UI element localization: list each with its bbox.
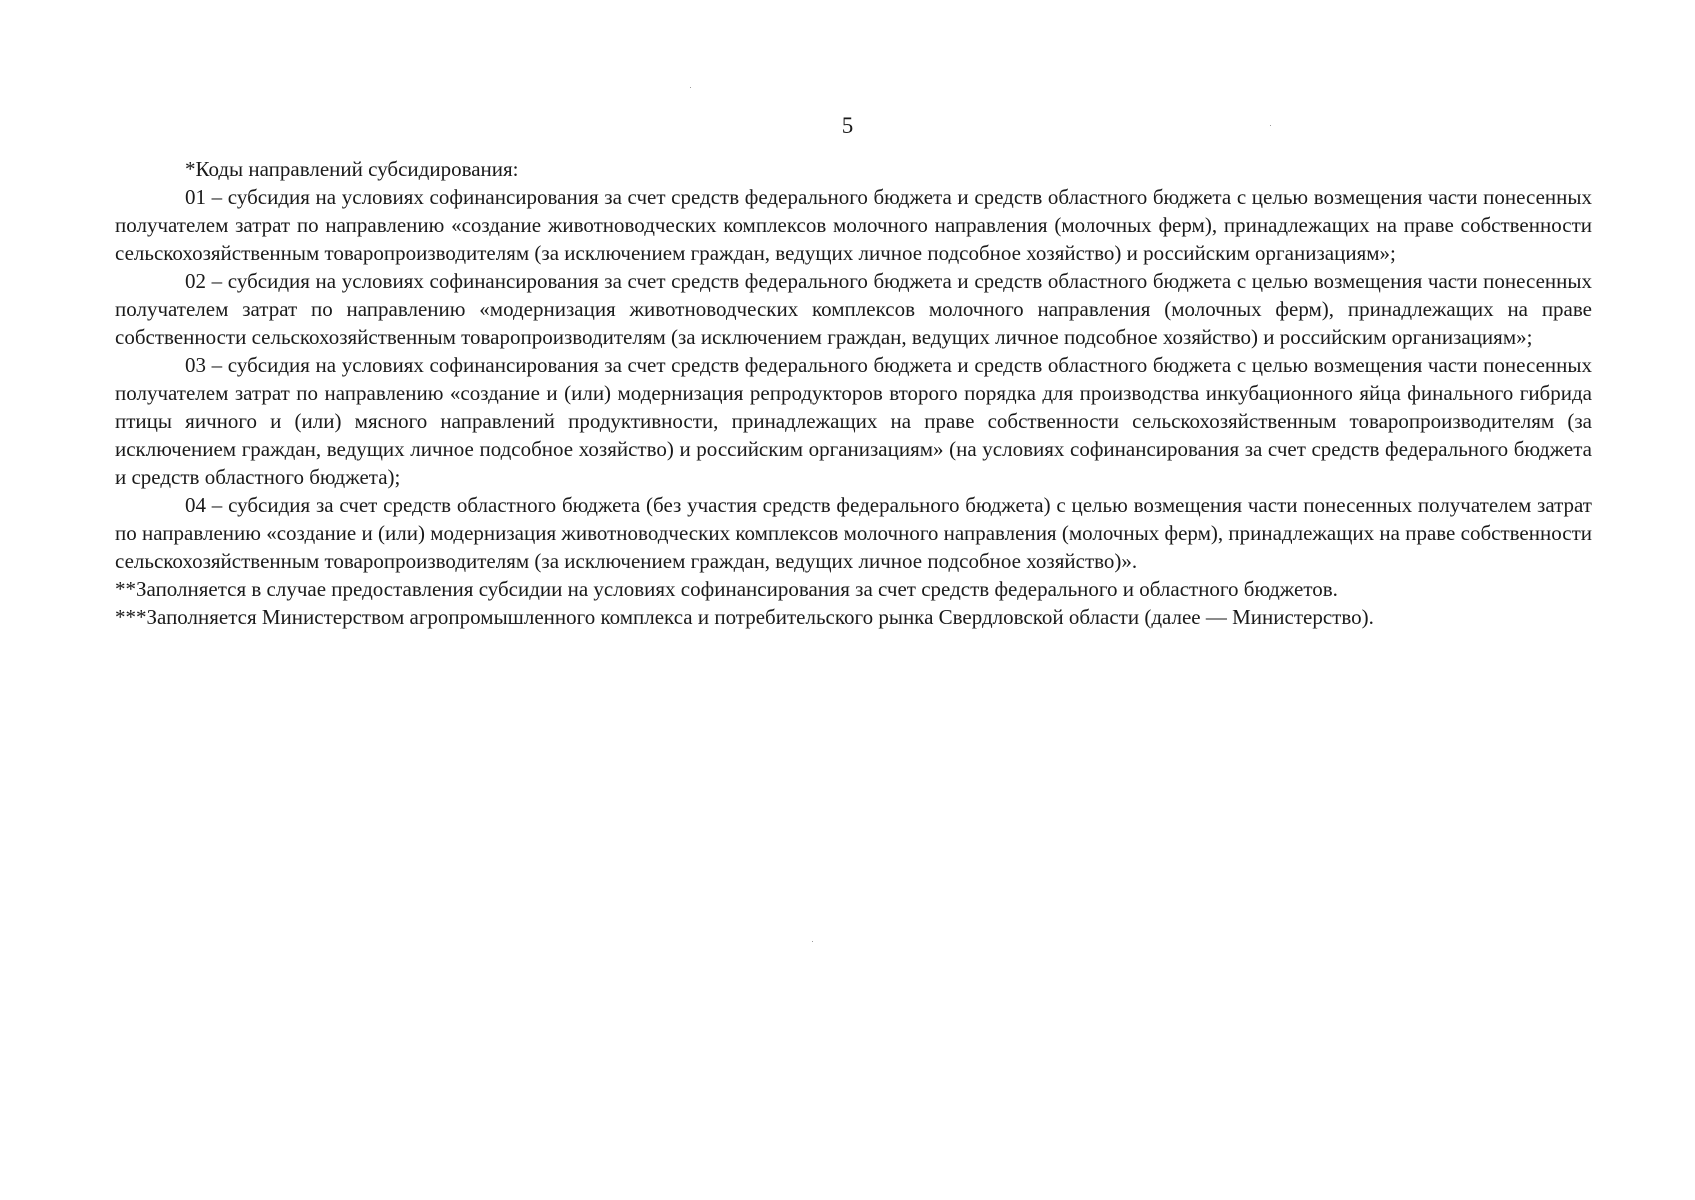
page-number: 5: [841, 113, 854, 138]
note-triple-star: ***Заполняется Министерством агропромышленного комплекса и потребительского рынка Свердловской области (далее — Министерство).: [115, 605, 1374, 629]
code-item-01: 01 – субсидия на условиях софинансирования за счет средств федерального бюджета и средств областного бюджета с целью возмещения части понесенных получателем затрат по направлению «создание животноводческих комплексов молочного направления (молочных ферм), принадлежащих на праве собственности сельскохозяйственным товаропроизводителям (за исключением граждан, ведущих личное подсобное хозяйство) и российским организациям»;: [115, 185, 1592, 265]
footnotes-block: [115, 155, 1592, 631]
codes-heading: *Коды направлений субсидирования:: [185, 157, 519, 181]
code-item-02: 02 – субсидия на условиях софинансирования за счет средств федерального бюджета и средств областного бюджета с целью возмещения части понесенных получателем затрат по направлению «модернизация животноводческих комплексов молочного направления (молочных ферм), принадлежащих на праве собственности сельскохозяйственным товаропроизводителям (за исключением граждан, ведущих личное подсобное хозяйство) и российским организациям»;: [115, 269, 1592, 349]
code-item-04: 04 – субсидия за счет средств областного бюджета (без участия средств федерального бюджета) с целью возмещения части понесенных получателем затрат по направлению «создание и (или) модернизация животноводческих комплексов молочного направления (молочных ферм), принадлежащих на праве собственности сельскохозяйственным товаропроизводителям (за исключением граждан, ведущих личное подсобное хозяйство)».: [115, 493, 1592, 573]
scan-speck: [1270, 125, 1271, 126]
code-item-03: 03 – субсидия на условиях софинансирования за счет средств федерального бюджета и средств областного бюджета с целью возмещения части понесенных получателем затрат по направлению «создание и (или) модернизация репродукторов второго порядка для производства инкубационного яйца финального гибрида птицы яичного и (или) мясного направлений продуктивности, принадлежащих на праве собственности сельскохозяйственным товаропроизводителям (за исключением граждан, ведущих личное подсобное хозяйство) и российским организациям» (на условиях софинансирования за счет средств федерального бюджета и средств областного бюджета);: [115, 353, 1592, 489]
scan-speck: [690, 87, 691, 88]
note-double-star: **Заполняется в случае предоставления субсидии на условиях софинансирования за счет средств федерального и областного бюджетов.: [115, 577, 1338, 601]
scan-speck: [812, 941, 813, 942]
